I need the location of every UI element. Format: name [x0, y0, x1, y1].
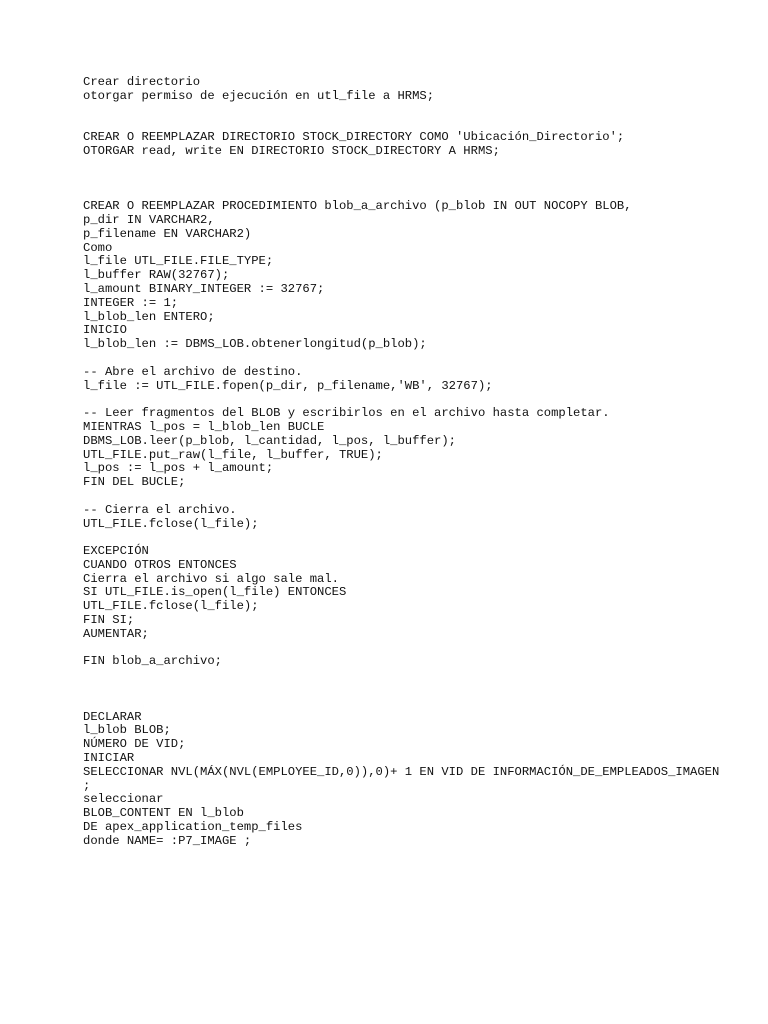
code-line: MIENTRAS l_pos = l_blob_len BUCLE	[83, 419, 325, 434]
code-line: -- Cierra el archivo.	[83, 502, 237, 517]
code-line	[83, 697, 719, 711]
code-line: Como	[83, 240, 113, 255]
code-line	[83, 173, 719, 187]
code-line: EXCEPCIÓN	[83, 544, 149, 559]
code-line: FIN blob_a_archivo;	[83, 654, 222, 669]
code-line: OTORGAR read, write EN DIRECTORIO STOCK_DIRECTORY A HRMS;	[83, 143, 500, 158]
code-line: INICIO	[83, 323, 127, 338]
code-line: l_file UTL_FILE.FILE_TYPE;	[83, 254, 274, 269]
code-line: -- Abre el archivo de destino.	[83, 364, 303, 379]
code-line	[83, 104, 719, 118]
code-line: UTL_FILE.put_raw(l_file, l_buffer, TRUE);	[83, 447, 383, 462]
code-line: l_blob BLOB;	[83, 723, 171, 738]
code-line: DECLARAR	[83, 709, 142, 724]
code-line: l_amount BINARY_INTEGER := 32767;	[83, 281, 325, 296]
code-line: AUMENTAR;	[83, 626, 149, 641]
code-line: NÚMERO DE VID;	[83, 737, 186, 752]
code-line	[83, 352, 719, 366]
code-line	[83, 531, 719, 545]
code-line: BLOB_CONTENT EN l_blob	[83, 806, 244, 821]
code-line: l_pos := l_pos + l_amount;	[83, 461, 274, 476]
code-line: Crear directorio	[83, 75, 201, 89]
code-line: INTEGER := 1;	[83, 295, 179, 310]
code-line: DE apex_application_temp_files	[83, 820, 303, 835]
code-line	[83, 186, 719, 200]
code-line: l_buffer RAW(32767);	[83, 268, 230, 283]
code-line	[83, 669, 719, 683]
code-line	[83, 117, 719, 131]
code-line: p_filename EN VARCHAR2)	[83, 226, 252, 241]
code-line: CREAR O REEMPLAZAR DIRECTORIO STOCK_DIRECTORY COMO 'Ubicación_Directorio';	[83, 130, 625, 145]
code-line: SI UTL_FILE.is_open(l_file) ENTONCES	[83, 585, 347, 600]
code-line: FIN SI;	[83, 613, 135, 628]
code-line: Cierra el archivo si algo sale mal.	[83, 571, 339, 586]
code-line	[83, 159, 719, 173]
code-line	[83, 683, 719, 697]
code-line: UTL_FILE.fclose(l_file);	[83, 516, 259, 531]
code-line: l_blob_len ENTERO;	[83, 309, 215, 324]
code-line: DBMS_LOB.leer(p_blob, l_cantidad, l_pos, l_buffer);	[83, 433, 456, 448]
code-line: l_file := UTL_FILE.fopen(p_dir, p_filename,'WB', 32767);	[83, 378, 493, 393]
code-line: seleccionar	[83, 792, 164, 807]
code-line: l_blob_len := DBMS_LOB.obtenerlongitud(p_blob);	[83, 337, 427, 352]
code-line	[83, 393, 719, 407]
code-line: FIN DEL BUCLE;	[83, 475, 186, 490]
code-line: ;	[83, 778, 91, 793]
code-line: otorgar permiso de ejecución en utl_file a HRMS;	[83, 88, 435, 103]
code-line: CREAR O REEMPLAZAR PROCEDIMIENTO blob_a_archivo (p_blob IN OUT NOCOPY BLOB,	[83, 199, 632, 214]
code-line: INICIAR	[83, 751, 135, 766]
code-line: UTL_FILE.fclose(l_file);	[83, 599, 259, 614]
code-line: donde NAME= :P7_IMAGE ;	[83, 833, 252, 848]
code-line: CUANDO OTROS ENTONCES	[83, 557, 237, 572]
code-line: p_dir IN VARCHAR2,	[83, 212, 215, 227]
code-line: SELECCIONAR NVL(MÁX(NVL(EMPLOYEE_ID,0)),0)+ 1 EN VID DE INFORMACIÓN_DE_EMPLEADOS_IMAGEN	[83, 764, 720, 779]
code-line	[83, 642, 719, 656]
code-block	[83, 76, 719, 849]
code-line	[83, 490, 719, 504]
code-line: -- Leer fragmentos del BLOB y escribirlos en el archivo hasta completar.	[83, 406, 610, 421]
